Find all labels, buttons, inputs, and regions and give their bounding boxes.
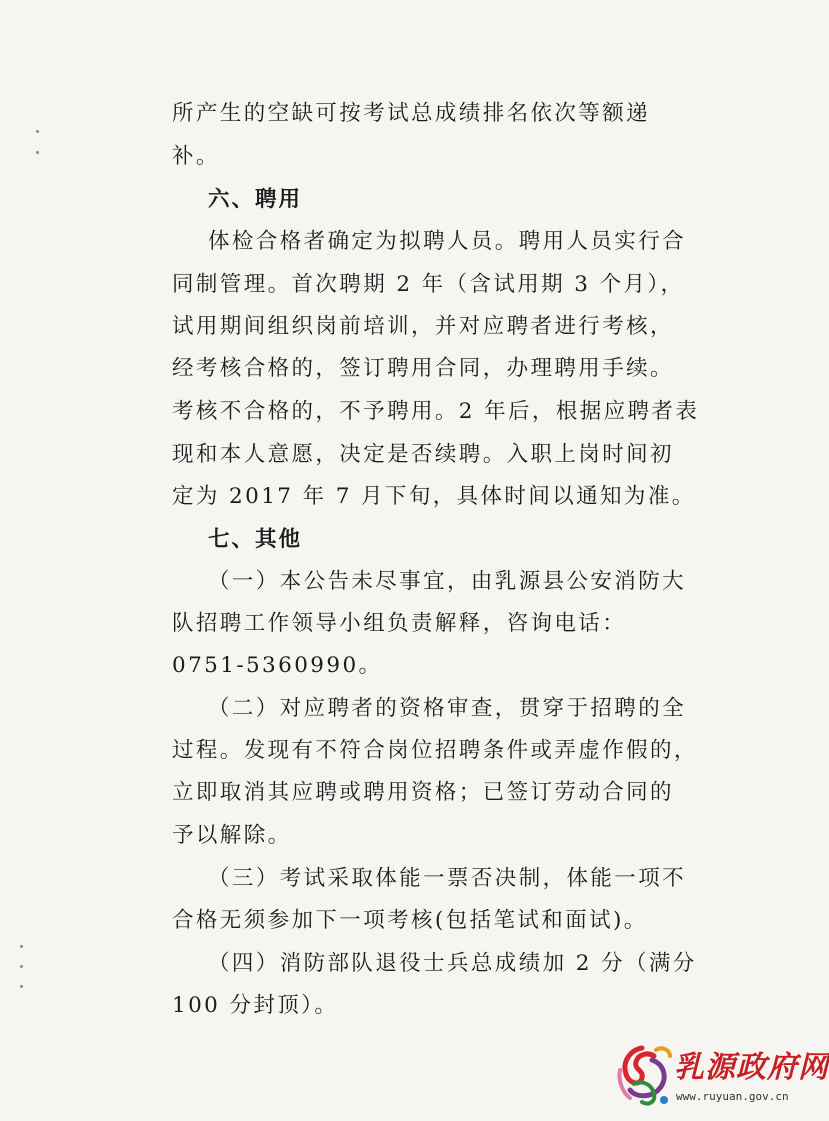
site-watermark [612,1040,829,1115]
body-line: （二）对应聘者的资格审查，贯穿于招聘的全 [208,696,687,721]
scan-speck [20,985,23,988]
logo-title: 乳源政府网 [674,1050,829,1085]
scan-speck [36,130,39,133]
body-line: 合格无须参加下一项考核(包括笔试和面试)。 [172,908,648,933]
section-heading-hiring: 六、聘用 [208,187,303,212]
body-line: 考核不合格的，不予聘用。2 年后，根据应聘者表 [172,399,700,424]
scan-speck [20,965,23,968]
body-line: （三）考试采取体能一票否决制，体能一项不 [208,866,687,891]
body-line: 过程。发现有不符合岗位招聘条件或弄虚作假的， [172,738,698,763]
body-line: 队招聘工作领导小组负责解释，咨询电话： [172,611,627,636]
logo-url: www.ruyuan.gov.cn [676,1090,789,1103]
body-line: 经考核合格的，签订聘用合同，办理聘用手续。 [172,356,674,381]
body-line: （四）消防部队退役士兵总成绩加 2 分（满分 [208,951,697,976]
scan-speck [36,151,39,154]
ruyuan-logo-icon [612,1040,678,1110]
body-line: （一）本公告未尽事宜，由乳源县公安消防大 [208,569,687,594]
body-line: 现和本人意愿，决定是否续聘。入职上岗时间初 [172,442,674,467]
body-line: 所产生的空缺可按考试总成绩排名依次等额递 [172,101,651,126]
body-line: 体检合格者确定为拟聘人员。聘用人员实行合 [208,229,687,254]
scan-speck [20,945,23,948]
phone-number: 0751-5360990。 [172,653,383,678]
body-line: 试用期间组织岗前培训，并对应聘者进行考核， [172,314,674,339]
body-line: 100 分封顶）。 [172,993,339,1018]
section-heading-other: 七、其他 [208,527,303,552]
body-line: 予以解除。 [172,823,292,848]
body-line: 同制管理。首次聘期 2 年（含试用期 3 个月）， [172,272,685,297]
body-line: 立即取消其应聘或聘用资格；已签订劳动合同的 [172,780,674,805]
body-line: 定为 2017 年 7 月下旬，具体时间以通知为准。 [172,484,696,509]
body-line: 补。 [172,144,220,169]
